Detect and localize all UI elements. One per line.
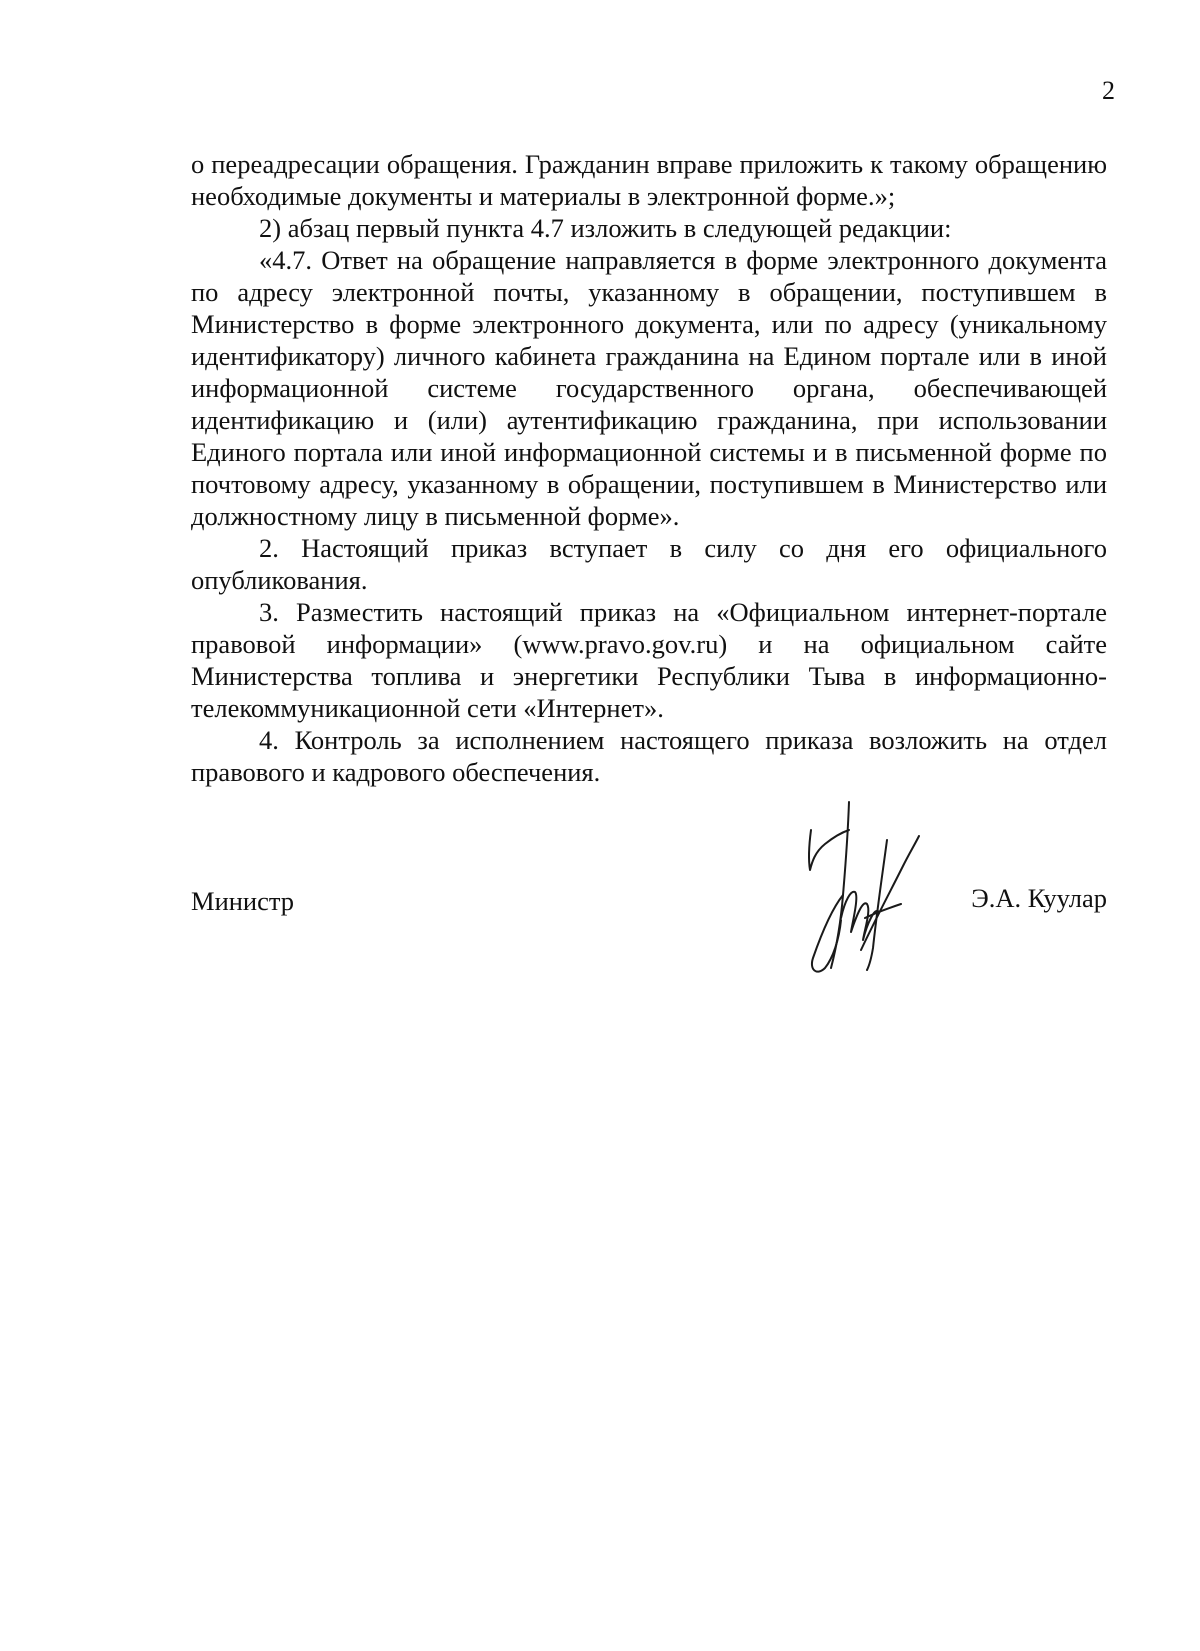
paragraph-new-wording-4-7: «4.7. Ответ на обращение направляется в форме электронного документа по адресу электронной почты, указанному в обращении, поступившем в Министерство в форме электронного документа, или по адресу (уникальному идентификатору) личного кабинета гражданина на Едином портале или в иной информационной системе государственного органа, обеспечивающей идентификацию и (или) аутентификацию гражданина, при использовании Единого портала или иной информационной системы и в письменной форме по почтовому адресу, указанному в обращении, поступившем в Министерство или должностному лицу в письменной форме». [191, 245, 1107, 531]
page-number: 2 [1102, 76, 1115, 105]
signatory-role: Министр [191, 886, 295, 916]
signatory-name: Э.А. Куулар [971, 883, 1107, 913]
signature-block [191, 800, 1107, 980]
paragraph-order-item-3: 3. Разместить настоящий приказ на «Официальном интернет-портале правовой информации» (www.pravo.gov.ru) и на официальном сайте Министерства топлива и энергетики Республики Тыва в информационно-телекоммуникационной сети «Интернет». [191, 597, 1107, 723]
paragraph-order-item-2: 2. Настоящий приказ вступает в силу со дня его официального опубликования. [191, 533, 1107, 595]
paragraph-order-item-4: 4. Контроль за исполнением настоящего приказа возложить на отдел правового и кадрового обеспечения. [191, 725, 1107, 787]
paragraph-continuation: о переадресации обращения. Гражданин вправе приложить к такому обращению необходимые документы и материалы в электронной форме.»; [191, 149, 1107, 211]
paragraph-amendment-item-2: 2) абзац первый пункта 4.7 изложить в следующей редакции: [259, 213, 952, 243]
handwritten-signature [791, 800, 921, 980]
document-body [191, 148, 1107, 788]
